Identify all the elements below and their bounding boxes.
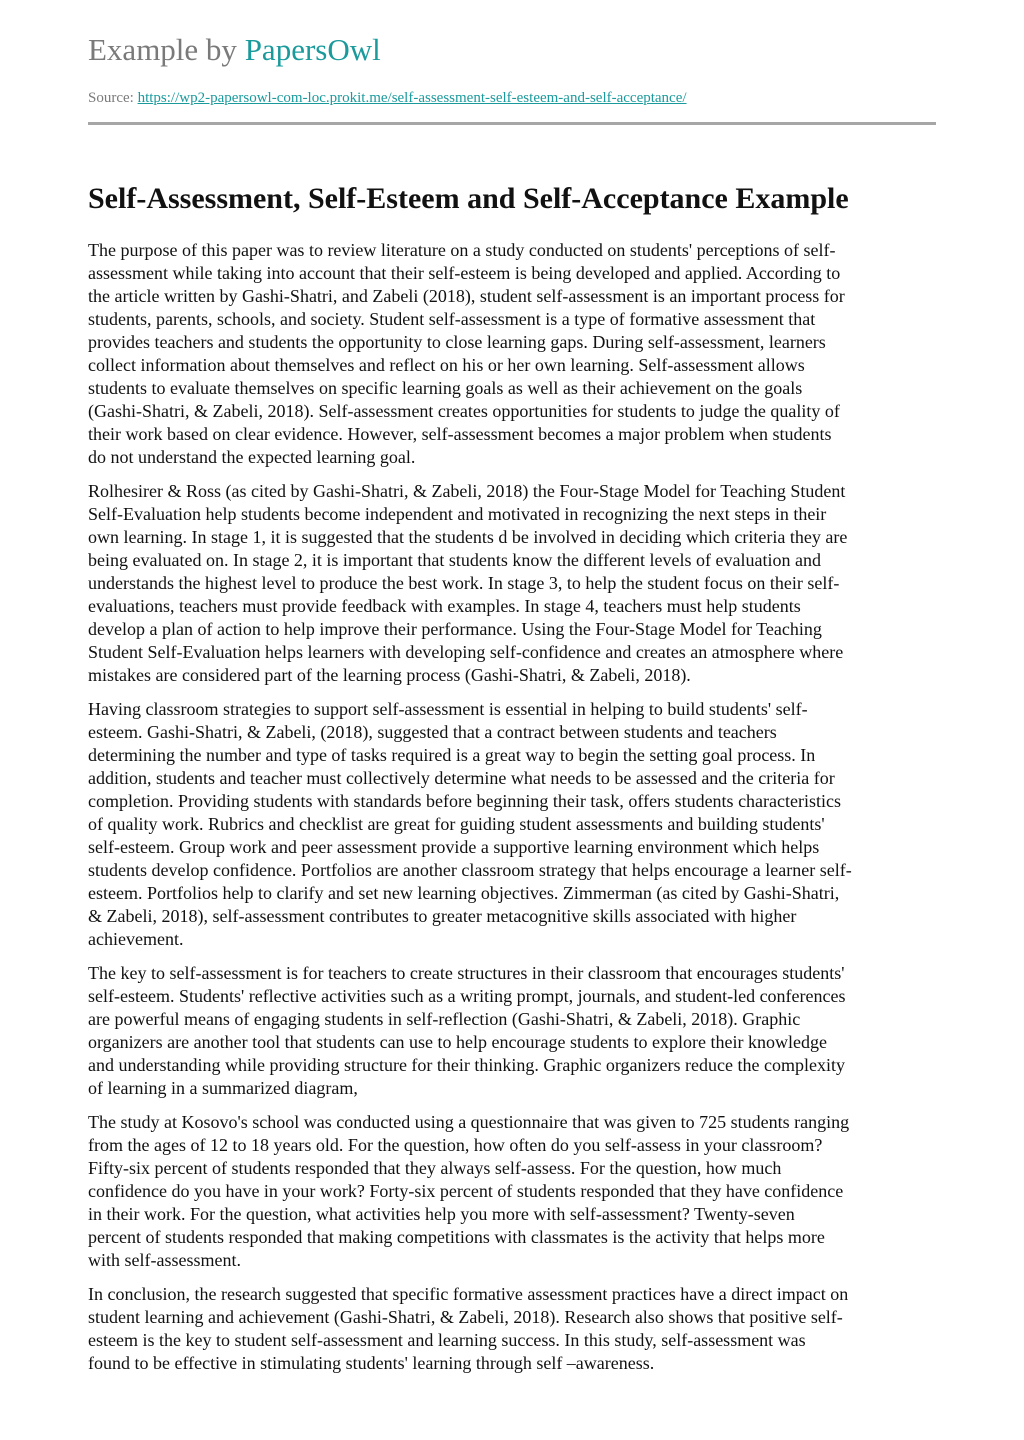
paragraph-line: their work based on clear evidence. However, self-assessment becomes a major problem when students <box>88 424 832 444</box>
paragraph-line: with self-assessment. <box>88 1250 241 1270</box>
paragraph-line: & Zabeli, 2018), self-assessment contributes to greater metacognitive skills associated with higher <box>88 906 797 926</box>
paragraph-line: Having classroom strategies to support self-assessment is essential in helping to build students' self- <box>88 699 808 719</box>
paragraph-line: Student Self-Evaluation helps learners with developing self-confidence and creates an atmosphere where <box>88 642 844 662</box>
source-label: Source: <box>88 90 138 106</box>
source-link[interactable]: https://wp2-papersowl-com-loc.prokit.me/self-assessment-self-esteem-and-self-acceptance/ <box>137 90 687 106</box>
paragraph-line: confidence do you have in your work? Forty-six percent of students responded that they have confidence <box>88 1181 844 1201</box>
paragraph-line: completion. Providing students with standards before beginning their task, offers students characteristics <box>88 791 842 811</box>
paragraph-line: found to be effective in stimulating students' learning through self –awareness. <box>88 1353 655 1373</box>
paragraph-5 <box>88 1111 936 1272</box>
paragraph-line: from the ages of 12 to 18 years old. For the question, how often do you self-assess in your classroom? <box>88 1135 823 1155</box>
paragraph-4 <box>88 962 936 1100</box>
article-title: Self-Assessment, Self-Esteem and Self-Acceptance Example <box>88 182 849 215</box>
source-line <box>88 88 687 108</box>
paragraph-line: organizers are another tool that students can use to help encourage students to explore their knowledge <box>88 1032 827 1052</box>
paragraph-line: (Gashi-Shatri, & Zabeli, 2018). Self-assessment creates opportunities for students to judge the quality of <box>88 401 840 421</box>
paragraph-line: The study at Kosovo's school was conducted using a questionnaire that was given to 725 students ranging <box>88 1112 850 1132</box>
brand-header <box>88 30 381 70</box>
paragraph-line: esteem is the key to student self-assessment and learning success. In this study, self-assessment was <box>88 1330 806 1350</box>
paragraph-line: The purpose of this paper was to review literature on a study conducted on students' perceptions of self- <box>88 240 836 260</box>
paragraph-line: In conclusion, the research suggested that specific formative assessment practices have a direct impact on <box>88 1284 849 1304</box>
paragraph-line: and understanding while providing structure for their thinking. Graphic organizers reduce the complexity <box>88 1055 845 1075</box>
paragraph-2 <box>88 480 936 687</box>
article-body <box>88 239 936 1386</box>
paragraph-line: addition, students and teacher must collectively determine what needs to be assessed and the criteria for <box>88 768 835 788</box>
paragraph-line: provides teachers and students the opportunity to close learning gaps. During self-assessment, learners <box>88 332 826 352</box>
paragraph-6 <box>88 1283 936 1375</box>
paragraph-line: in their work. For the question, what activities help you more with self-assessment? Twenty-seven <box>88 1204 795 1224</box>
paragraph-line: collect information about themselves and reflect on his or her own learning. Self-assessment allows <box>88 355 805 375</box>
paragraph-line: do not understand the expected learning goal. <box>88 447 416 467</box>
paragraph-3 <box>88 698 936 951</box>
paragraph-line: self-esteem. Group work and peer assessment provide a supportive learning environment which helps <box>88 837 820 857</box>
paragraph-line: assessment while taking into account that their self-esteem is being developed and applied. According to <box>88 263 841 283</box>
paragraph-line: of quality work. Rubrics and checklist are great for guiding student assessments and building students' <box>88 814 825 834</box>
paragraph-line: students to evaluate themselves on specific learning goals as well as their achievement on the goals <box>88 378 803 398</box>
brand-logo-link[interactable]: PapersOwl <box>244 32 381 67</box>
paragraph-line: self-esteem. Students' reflective activities such as a writing prompt, journals, and student-led conferences <box>88 986 846 1006</box>
paragraph-line: percent of students responded that making competitions with classmates is the activity that helps more <box>88 1227 825 1247</box>
paragraph-line: own learning. In stage 1, it is suggested that the students d be involved in deciding which criteria they are <box>88 527 848 547</box>
paragraph-line: Self-Evaluation help students become independent and motivated in recognizing the next steps in their <box>88 504 827 524</box>
paragraph-line: achievement. <box>88 929 184 949</box>
paragraph-line: students develop confidence. Portfolios are another classroom strategy that helps encourage a learner self- <box>88 860 852 880</box>
paragraph-line: determining the number and type of tasks required is a great way to begin the setting goal process. In <box>88 745 816 765</box>
paragraph-line: are powerful means of engaging students in self-reflection (Gashi-Shatri, & Zabeli, 2018). Graphic <box>88 1009 801 1029</box>
header-divider <box>88 122 936 125</box>
paragraph-line: of learning in a summarized diagram, <box>88 1078 358 1098</box>
paragraph-line: students, parents, schools, and society. Student self-assessment is a type of formative assessment that <box>88 309 816 329</box>
paragraph-line: the article written by Gashi-Shatri, and Zabeli (2018), student self-assessment is an important process for <box>88 286 845 306</box>
paragraph-line: Fifty-six percent of students responded that they always self-assess. For the question, how much <box>88 1158 782 1178</box>
paragraph-line: The key to self-assessment is for teachers to create structures in their classroom that encourages students' <box>88 963 845 983</box>
paragraph-line: esteem. Gashi-Shatri, & Zabeli, (2018), suggested that a contract between students and teachers <box>88 722 777 742</box>
paragraph-line: student learning and achievement (Gashi-Shatri, & Zabeli, 2018). Research also shows that positive self- <box>88 1307 843 1327</box>
paragraph-line: esteem. Portfolios help to clarify and set new learning objectives. Zimmerman (as cited by Gashi-Shatri, <box>88 883 840 903</box>
paragraph-1 <box>88 239 936 469</box>
paragraph-line: develop a plan of action to help improve their performance. Using the Four-Stage Model for Teaching <box>88 619 822 639</box>
paragraph-line: Rolhesirer & Ross (as cited by Gashi-Shatri, & Zabeli, 2018) the Four-Stage Model for Teaching Student <box>88 481 846 501</box>
paragraph-line: evaluations, teachers must provide feedback with examples. In stage 4, teachers must help students <box>88 596 801 616</box>
paragraph-line: being evaluated on. In stage 2, it is important that students know the different levels of evaluation and <box>88 550 821 570</box>
paragraph-line: mistakes are considered part of the learning process (Gashi-Shatri, & Zabeli, 2018). <box>88 665 691 685</box>
paragraph-line: understands the highest level to produce the best work. In stage 3, to help the student focus on their self- <box>88 573 840 593</box>
brand-prefix: Example by <box>88 32 245 67</box>
